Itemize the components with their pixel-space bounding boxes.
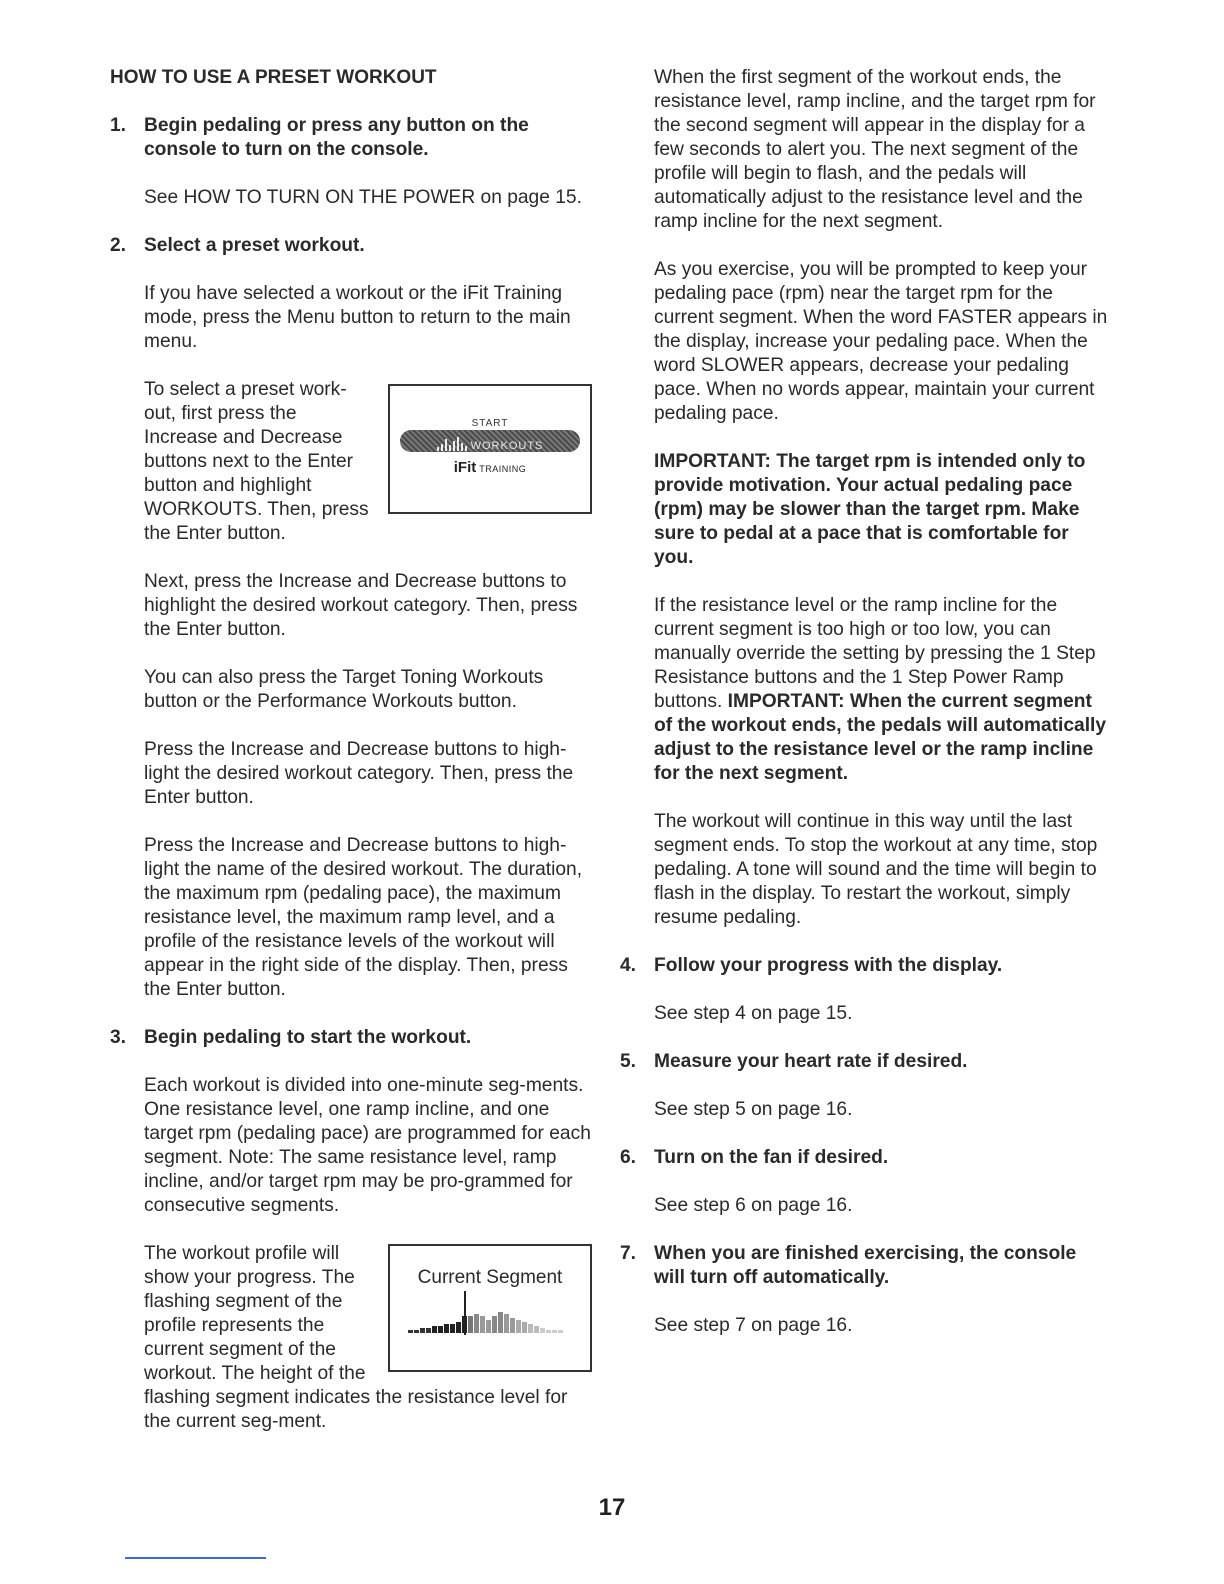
console-menu-figure bbox=[388, 384, 592, 514]
step-number: 7. bbox=[620, 1243, 637, 1264]
paragraph: Press the Increase and Decrease buttons to high-light the desired workout category. Then, press the Enter button. bbox=[144, 739, 574, 808]
paragraph: See step 6 on page 16. bbox=[654, 1195, 853, 1216]
step-number: 5. bbox=[620, 1051, 637, 1072]
paragraph: The workout will continue in this way until the last segment ends. To stop the workout at any time, stop pedaling. A tone will sound and the time will begin to flash in the display. To restart the workout, simply resume pedaling. bbox=[654, 811, 1098, 928]
paragraph: See step 7 on page 16. bbox=[654, 1315, 853, 1336]
step-number: 2. bbox=[110, 235, 127, 256]
ifit-training-row bbox=[390, 456, 590, 481]
step-1 bbox=[110, 114, 592, 162]
step-3 bbox=[110, 1026, 592, 1050]
step-title: When you are finished exercising, the console will turn off automatically. bbox=[654, 1243, 1077, 1288]
paragraph: Next, press the Increase and Decrease buttons to highlight the desired workout category. Then, press the Enter button. bbox=[144, 571, 578, 640]
figure-block-profile bbox=[144, 1242, 592, 1458]
paragraph: Each workout is divided into one-minute seg-ments. One resistance level, one ramp incline, and one target rpm (pedaling pace) are programmed for each segment. Note: The same resistance level, ramp incline, and/or target rpm may be pro-grammed for consecutive segments. bbox=[144, 1075, 591, 1216]
step-7 bbox=[620, 1242, 1112, 1290]
step-title: Follow your progress with the display. bbox=[654, 955, 1003, 976]
important-note: IMPORTANT: The target rpm is intended only to provide motivation. Your actual pedaling pace (rpm) may be slower than the target rpm. Make sure to pedal at a pace that is comfortable for you. bbox=[654, 451, 1086, 568]
step-title: Begin pedaling to start the workout. bbox=[144, 1027, 472, 1048]
important-note: IMPORTANT: When the current segment of the workout ends, the pedals will automatically adjust to the resistance level or the ramp incline for the next segment. bbox=[654, 691, 1107, 784]
step-number: 3. bbox=[110, 1027, 127, 1048]
step-title: Turn on the fan if desired. bbox=[654, 1147, 889, 1168]
step-number: 4. bbox=[620, 955, 637, 976]
step-number: 1. bbox=[110, 115, 127, 136]
paragraph: As you exercise, you will be prompted to keep your pedaling pace (rpm) near the target rpm for the current segment. When the word FASTER appears in the display, increase your pedaling pace. When the word SLOWER appears, decrease your pedaling pace. When no words appear, maintain your current pedaling pace. bbox=[654, 259, 1108, 424]
paragraph: See HOW TO TURN ON THE POWER on page 15. bbox=[144, 187, 582, 208]
step-5 bbox=[620, 1050, 1112, 1074]
training-label: TRAINING bbox=[479, 464, 527, 474]
step-title: Measure your heart rate if desired. bbox=[654, 1051, 968, 1072]
ifit-logo: iFit bbox=[453, 459, 477, 476]
step-number: 6. bbox=[620, 1147, 637, 1168]
step-2 bbox=[110, 234, 592, 258]
paragraph: If you have selected a workout or the iFit Training mode, press the Menu button to return to the main menu. bbox=[144, 283, 571, 352]
footer-link-underline bbox=[125, 1557, 266, 1559]
paragraph: Press the Increase and Decrease buttons to high-light the name of the desired workout. The duration, the maximum rpm (pedaling pace), the maximum resistance level, the maximum ramp level, and a profile of the resistance levels of the workout will appear in the right side of the display. Then, press the Enter button. bbox=[144, 835, 583, 1000]
menu-highlight-row bbox=[400, 434, 580, 458]
paragraph: See step 5 on page 16. bbox=[654, 1099, 853, 1120]
section-heading: HOW TO USE A PRESET WORKOUT bbox=[110, 67, 437, 88]
profile-bars bbox=[390, 1246, 590, 1370]
page-number: 17 bbox=[598, 1494, 626, 1521]
workout-profile-figure bbox=[388, 1244, 592, 1372]
paragraph: When the first segment of the workout ends, the resistance level, ramp incline, and the target rpm for the second segment will appear in the display for a few seconds to alert you. The next segment of the profile will begin to flash, and the pedals will automatically adjust to the resistance level and the ramp incline for the next segment. bbox=[654, 67, 1096, 232]
paragraph: To select a preset work-out, first press the Increase and Decrease buttons next to the Enter button and highlight WORKOUTS. Then, press the Enter button. bbox=[144, 379, 369, 544]
current-segment-label: Current Segment bbox=[417, 1267, 563, 1288]
paragraph-text: If the resistance level or the ramp incline for the current segment is too high or too low, you can manually override the setting by pressing the 1 Step Resistance buttons and the 1 Step Power Ramp buttons. bbox=[654, 595, 1096, 712]
figure-block-menu bbox=[144, 378, 592, 570]
paragraph: The workout profile will show your progress. The flashing segment of the profile represents the current segment of the workout. The height of the flashing segment indicates the resistance level for the current seg-ment. bbox=[144, 1243, 568, 1432]
step-4 bbox=[620, 954, 1112, 978]
step-6 bbox=[620, 1146, 1112, 1170]
paragraph: You can also press the Target Toning Workouts button or the Performance Workouts button. bbox=[144, 667, 544, 712]
left-column bbox=[110, 66, 592, 1458]
menu-item-workouts: WORKOUTS bbox=[470, 440, 544, 452]
step-title: Begin pedaling or press any button on the console to turn on the console. bbox=[144, 115, 529, 160]
menu-start-label: START bbox=[471, 418, 509, 429]
paragraph: See step 4 on page 15. bbox=[654, 1003, 853, 1024]
right-column bbox=[620, 66, 1112, 1362]
workouts-bars-icon bbox=[437, 437, 467, 451]
menu-highlight-bar bbox=[400, 430, 580, 452]
step-title: Select a preset workout. bbox=[144, 235, 365, 256]
paragraph-override bbox=[654, 594, 1112, 786]
